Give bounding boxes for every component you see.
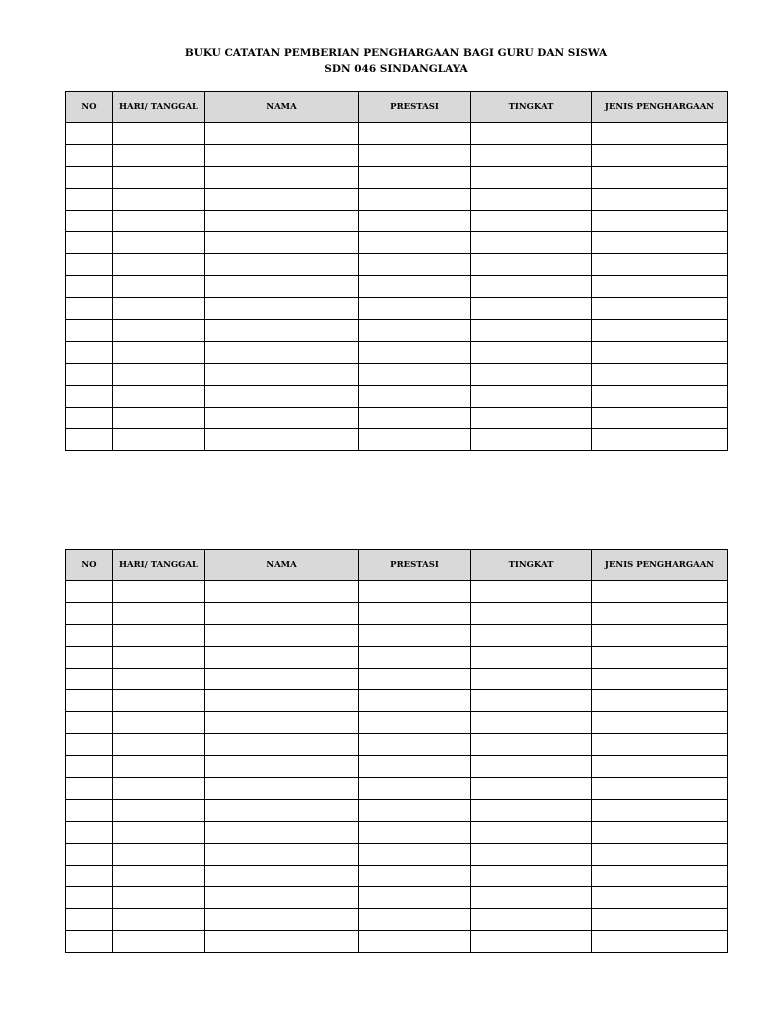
cell-no [66, 778, 113, 800]
table-row [66, 298, 728, 320]
cell-achievement [359, 756, 471, 778]
column-header-award-type: JENIS PENGHARGAAN [592, 92, 728, 123]
cell-achievement [359, 254, 471, 276]
cell-no [66, 843, 113, 865]
cell-achievement [359, 887, 471, 909]
cell-award-type [592, 254, 728, 276]
table-body [66, 581, 728, 953]
cell-level [471, 909, 592, 931]
table-row [66, 581, 728, 603]
cell-name [205, 341, 359, 363]
cell-no [66, 385, 113, 407]
cell-name [205, 602, 359, 624]
cell-level [471, 123, 592, 145]
cell-award-type [592, 385, 728, 407]
cell-date [113, 843, 205, 865]
cell-award-type [592, 123, 728, 145]
cell-name [205, 821, 359, 843]
cell-date [113, 602, 205, 624]
cell-date [113, 712, 205, 734]
cell-level [471, 232, 592, 254]
cell-name [205, 232, 359, 254]
cell-achievement [359, 624, 471, 646]
cell-no [66, 298, 113, 320]
cell-no [66, 799, 113, 821]
cell-name [205, 429, 359, 451]
cell-award-type [592, 909, 728, 931]
cell-name [205, 144, 359, 166]
cell-name [205, 123, 359, 145]
cell-name [205, 188, 359, 210]
cell-award-type [592, 843, 728, 865]
cell-award-type [592, 341, 728, 363]
cell-name [205, 320, 359, 342]
cell-no [66, 712, 113, 734]
cell-name [205, 363, 359, 385]
cell-name [205, 931, 359, 953]
column-header-achievement: PRESTASI [359, 92, 471, 123]
cell-achievement [359, 276, 471, 298]
cell-date [113, 821, 205, 843]
cell-no [66, 363, 113, 385]
table-row [66, 602, 728, 624]
cell-date [113, 363, 205, 385]
cell-date [113, 429, 205, 451]
cell-award-type [592, 865, 728, 887]
table-row [66, 712, 728, 734]
cell-achievement [359, 298, 471, 320]
cell-name [205, 712, 359, 734]
cell-no [66, 123, 113, 145]
cell-award-type [592, 320, 728, 342]
table-row [66, 341, 728, 363]
cell-date [113, 668, 205, 690]
cell-achievement [359, 602, 471, 624]
cell-achievement [359, 232, 471, 254]
cell-date [113, 298, 205, 320]
column-header-level: TINGKAT [471, 92, 592, 123]
cell-date [113, 581, 205, 603]
cell-award-type [592, 624, 728, 646]
cell-date [113, 931, 205, 953]
cell-level [471, 756, 592, 778]
table-row [66, 843, 728, 865]
cell-no [66, 690, 113, 712]
cell-achievement [359, 123, 471, 145]
table-row [66, 363, 728, 385]
cell-no [66, 756, 113, 778]
table-row [66, 144, 728, 166]
cell-date [113, 734, 205, 756]
cell-no [66, 188, 113, 210]
cell-no [66, 821, 113, 843]
cell-achievement [359, 690, 471, 712]
column-header-name: NAMA [205, 92, 359, 123]
cell-name [205, 624, 359, 646]
table-row [66, 407, 728, 429]
cell-award-type [592, 188, 728, 210]
cell-no [66, 931, 113, 953]
cell-date [113, 407, 205, 429]
cell-no [66, 887, 113, 909]
cell-level [471, 298, 592, 320]
cell-award-type [592, 668, 728, 690]
cell-no [66, 624, 113, 646]
cell-award-type [592, 712, 728, 734]
cell-achievement [359, 429, 471, 451]
cell-level [471, 385, 592, 407]
cell-no [66, 407, 113, 429]
cell-name [205, 646, 359, 668]
table-row [66, 254, 728, 276]
cell-award-type [592, 646, 728, 668]
cell-level [471, 363, 592, 385]
cell-no [66, 865, 113, 887]
cell-achievement [359, 778, 471, 800]
cell-no [66, 276, 113, 298]
table-row [66, 909, 728, 931]
cell-date [113, 624, 205, 646]
cell-no [66, 144, 113, 166]
table-row [66, 276, 728, 298]
table-row [66, 188, 728, 210]
cell-name [205, 276, 359, 298]
cell-achievement [359, 646, 471, 668]
cell-date [113, 887, 205, 909]
table-body [66, 123, 728, 451]
cell-achievement [359, 320, 471, 342]
cell-no [66, 320, 113, 342]
table-row [66, 799, 728, 821]
cell-achievement [359, 341, 471, 363]
column-header-date: HARI/ TANGGAL [113, 550, 205, 581]
cell-level [471, 276, 592, 298]
cell-level [471, 320, 592, 342]
table-row [66, 646, 728, 668]
cell-level [471, 734, 592, 756]
cell-name [205, 865, 359, 887]
cell-level [471, 690, 592, 712]
column-header-no: NO [66, 550, 113, 581]
cell-name [205, 210, 359, 232]
cell-date [113, 865, 205, 887]
column-header-no: NO [66, 92, 113, 123]
cell-no [66, 429, 113, 451]
cell-date [113, 166, 205, 188]
cell-level [471, 254, 592, 276]
cell-achievement [359, 166, 471, 188]
cell-achievement [359, 144, 471, 166]
cell-date [113, 123, 205, 145]
cell-achievement [359, 210, 471, 232]
cell-award-type [592, 887, 728, 909]
cell-level [471, 407, 592, 429]
cell-date [113, 690, 205, 712]
column-header-achievement: PRESTASI [359, 550, 471, 581]
cell-achievement [359, 931, 471, 953]
school-name: SDN 046 SINDANGLAYA [324, 63, 468, 75]
table-row [66, 734, 728, 756]
cell-level [471, 799, 592, 821]
cell-achievement [359, 188, 471, 210]
cell-achievement [359, 843, 471, 865]
cell-level [471, 602, 592, 624]
cell-no [66, 646, 113, 668]
cell-level [471, 188, 592, 210]
table-row [66, 778, 728, 800]
cell-name [205, 778, 359, 800]
award-table-1 [65, 91, 728, 451]
cell-achievement [359, 363, 471, 385]
table-row [66, 931, 728, 953]
cell-level [471, 821, 592, 843]
cell-name [205, 887, 359, 909]
column-header-award-type: JENIS PENGHARGAAN [592, 550, 728, 581]
cell-award-type [592, 232, 728, 254]
cell-level [471, 210, 592, 232]
table-row [66, 756, 728, 778]
cell-no [66, 581, 113, 603]
cell-name [205, 581, 359, 603]
table-header-row [66, 92, 728, 123]
cell-level [471, 843, 592, 865]
cell-no [66, 166, 113, 188]
cell-name [205, 298, 359, 320]
cell-achievement [359, 821, 471, 843]
table-row [66, 429, 728, 451]
column-header-name: NAMA [205, 550, 359, 581]
cell-name [205, 734, 359, 756]
cell-no [66, 734, 113, 756]
cell-award-type [592, 407, 728, 429]
cell-award-type [592, 429, 728, 451]
cell-level [471, 931, 592, 953]
cell-name [205, 843, 359, 865]
cell-achievement [359, 734, 471, 756]
cell-award-type [592, 931, 728, 953]
cell-name [205, 799, 359, 821]
document-title: BUKU CATATAN PEMBERIAN PENGHARGAAN BAGI GURU DAN SISWA [184, 47, 608, 59]
cell-name [205, 385, 359, 407]
cell-award-type [592, 799, 728, 821]
cell-award-type [592, 276, 728, 298]
cell-name [205, 668, 359, 690]
cell-name [205, 254, 359, 276]
cell-date [113, 254, 205, 276]
table-row [66, 123, 728, 145]
cell-award-type [592, 210, 728, 232]
table-row [66, 210, 728, 232]
cell-date [113, 276, 205, 298]
cell-date [113, 756, 205, 778]
table-row [66, 624, 728, 646]
cell-level [471, 887, 592, 909]
award-table-2 [65, 549, 728, 953]
cell-level [471, 712, 592, 734]
cell-level [471, 166, 592, 188]
cell-achievement [359, 865, 471, 887]
cell-no [66, 341, 113, 363]
cell-date [113, 320, 205, 342]
cell-no [66, 254, 113, 276]
cell-no [66, 210, 113, 232]
cell-award-type [592, 166, 728, 188]
cell-achievement [359, 385, 471, 407]
column-header-date: HARI/ TANGGAL [113, 92, 205, 123]
cell-award-type [592, 821, 728, 843]
cell-award-type [592, 690, 728, 712]
cell-date [113, 144, 205, 166]
cell-level [471, 624, 592, 646]
table-row [66, 690, 728, 712]
table-header-row [66, 550, 728, 581]
table-row [66, 668, 728, 690]
cell-achievement [359, 407, 471, 429]
cell-level [471, 778, 592, 800]
cell-date [113, 799, 205, 821]
cell-level [471, 865, 592, 887]
cell-level [471, 646, 592, 668]
cell-date [113, 909, 205, 931]
cell-level [471, 144, 592, 166]
table-row [66, 887, 728, 909]
cell-date [113, 188, 205, 210]
cell-name [205, 166, 359, 188]
cell-no [66, 232, 113, 254]
cell-achievement [359, 668, 471, 690]
table-row [66, 821, 728, 843]
cell-level [471, 581, 592, 603]
cell-award-type [592, 363, 728, 385]
cell-no [66, 909, 113, 931]
cell-award-type [592, 756, 728, 778]
table-row [66, 320, 728, 342]
cell-award-type [592, 144, 728, 166]
column-header-level: TINGKAT [471, 550, 592, 581]
table-row [66, 166, 728, 188]
cell-name [205, 756, 359, 778]
table-row [66, 232, 728, 254]
cell-date [113, 778, 205, 800]
cell-award-type [592, 602, 728, 624]
cell-level [471, 341, 592, 363]
cell-no [66, 602, 113, 624]
cell-achievement [359, 799, 471, 821]
cell-date [113, 646, 205, 668]
cell-no [66, 668, 113, 690]
cell-date [113, 341, 205, 363]
cell-achievement [359, 712, 471, 734]
cell-name [205, 690, 359, 712]
cell-achievement [359, 909, 471, 931]
cell-name [205, 407, 359, 429]
cell-award-type [592, 734, 728, 756]
cell-level [471, 429, 592, 451]
cell-award-type [592, 778, 728, 800]
table-row [66, 385, 728, 407]
cell-award-type [592, 581, 728, 603]
cell-name [205, 909, 359, 931]
table-row [66, 865, 728, 887]
cell-date [113, 232, 205, 254]
cell-award-type [592, 298, 728, 320]
cell-date [113, 210, 205, 232]
cell-level [471, 668, 592, 690]
cell-achievement [359, 581, 471, 603]
cell-date [113, 385, 205, 407]
